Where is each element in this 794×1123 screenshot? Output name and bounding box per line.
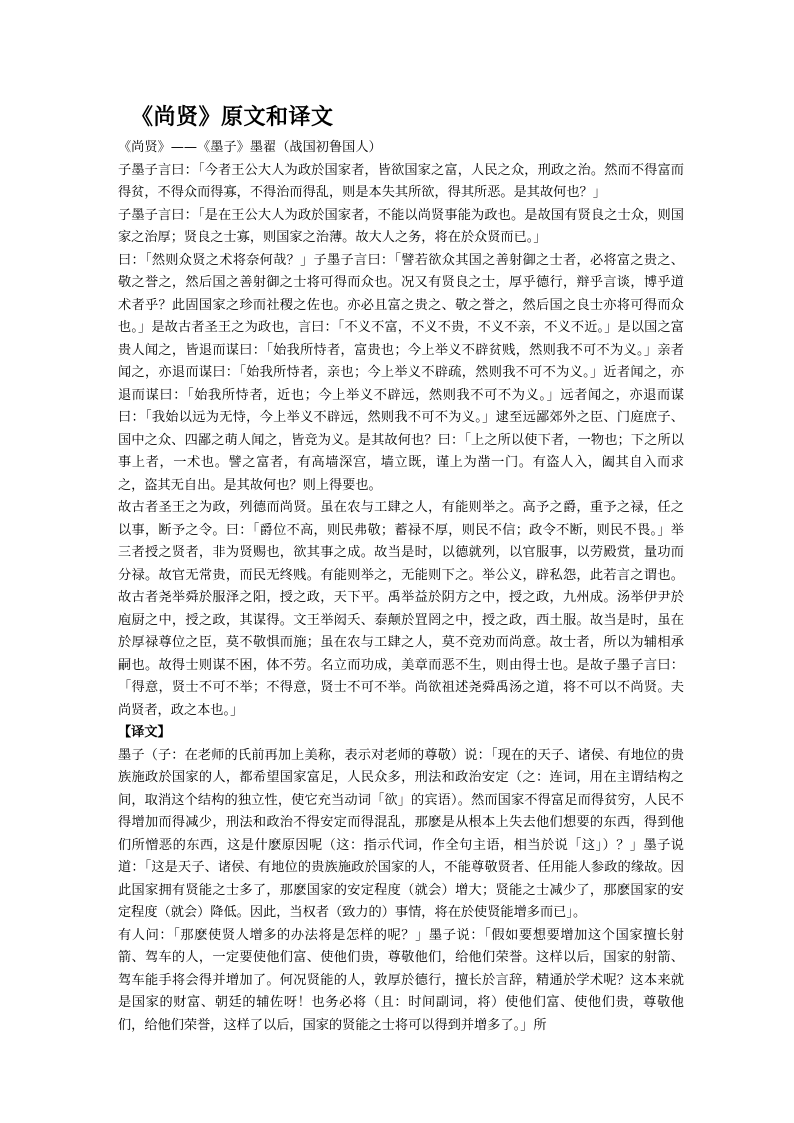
translation-paragraph-1: 墨子（子：在老师的氏前再加上美称，表示对老师的尊敬）说：「现在的天子、诸侯、有地位的贵族施政於国家的人，都希望国家富足，人民众多，刑法和政治安定（之：连词，用在主谓结构之间，取消这个结构的独立性，使它充当动词「欲」的宾语）。然而国家不得富足而得贫穷，人民不得增加而得减少，刑法和政治不得安定而得混乱，那麽是从根本上失去他们想要的东西，得到他们所憎恶的东西，这是什麽原因呢（这：指示代词，作全句主语，相当於说「这」）？」墨子说道：「这是天子、诸侯、有地位的贵族施政於国家的人，不能尊敬贤者、任用能人参政的缘故。因此国家拥有贤能之士多了，那麽国家的安定程度（就会）增大；贤能之士减少了，那麽国家的安定程度（就会）降低。因此，当权者（致力的）事情，将在於使贤能增多而已」。 bbox=[118, 747, 684, 920]
document-title: 《尚贤》原文和译文 bbox=[131, 104, 334, 130]
original-paragraph-2: 子墨子言曰：「是在王公大人为政於国家者，不能以尚贤事能为政也。是故国有贤良之士众，则国家之治厚；贤良之士寡，则国家之治薄。故大人之务，将在於众贤而已。」 bbox=[118, 207, 684, 245]
source-line: 《尚贤》——《墨子》墨翟（战国初鲁国人） bbox=[118, 140, 382, 155]
original-paragraph-3: 曰：「然则众贤之术将奈何哉？」子墨子言曰：「譬若欲众其国之善射御之士者，必将富之贵之、敬之誉之，然后国之善射御之士将可得而众也。况又有贤良之士，厚乎德行，辩乎言谈，博乎道术者乎？此固国家之珍而社稷之佐也。亦必且富之贵之、敬之誉之，然后国之良士亦将可得而众也。」是故古者圣王之为政也，言曰：「不义不富，不义不贵，不义不亲，不义不近。」是以国之富贵人闻之，皆退而谋曰：「始我所恃者，富贵也；今上举义不辟贫贱，然则我不可不为义。」亲者闻之，亦退而谋曰：「始我所恃者，亲也；今上举义不辟疏，然则我不可不为义。」近者闻之，亦退而谋曰：「始我所恃者，近也；今上举义不辟远，然则我不可不为义。」远者闻之，亦退而谋曰：「我始以远为无恃，今上举义不辟远，然则我不可不为义。」逮至远鄙郊外之臣、门庭庶子、国中之众、四鄙之萌人闻之，皆竞为义。是其故何也？曰：「上之所以使下者，一物也；下之所以事上者，一术也。譬之富者，有高墙深宫，墙立既，谨上为凿一门。有盗人入，阖其自入而求之，盗其无自出。是其故何也？则上得要也。 bbox=[118, 252, 684, 493]
translation-paragraph-2: 有人问：「那麽使贤人增多的办法将是怎样的呢？」墨子说：「假如要想要增加这个国家擅长射箭、驾车的人，一定要使他们富、使他们贵，尊敬他们，给他们荣誉。这样以后，国家的射箭、驾车能手将会得并增加了。何况贤能的人，敦厚於德行，擅长於言辞，精通於学术呢？这本来就是国家的财富、朝廷的辅佐呀！也务必将（且：时间副词，将）使他们富、使他们贵，尊敬他们，给他们荣誉，这样了以后，国家的贤能之士将可以得到并增多了。」所 bbox=[118, 927, 684, 1033]
translation-text bbox=[118, 745, 684, 1038]
original-paragraph-1: 子墨子言曰：「今者王公大人为政於国家者，皆欲国家之富，人民之众，刑政之治。然而不得富而得贫，不得众而得寡，不得治而得乱，则是本失其所欲，得其所恶。是其故何也？」 bbox=[118, 162, 684, 200]
translation-heading: 【译文】 bbox=[118, 725, 171, 740]
original-text bbox=[118, 160, 684, 723]
original-paragraph-4: 故古者圣王之为政，列德而尚贤。虽在农与工肆之人，有能则举之。高予之爵，重予之禄，任之以事，断予之令。曰：「爵位不高，则民弗敬；蓄禄不厚，则民不信；政令不断，则民不畏。」举三者授之贤者，非为贤赐也，欲其事之成。故当是时，以德就列，以官服事，以劳殿赏，量功而分禄。故官无常贵，而民无终贱。有能则举之，无能则下之。举公义，辟私怨，此若言之谓也。 故古者尧举舜於服泽之阳，授之政，天下平。禹举益於阴方之中，授之政，九州成。汤举伊尹於庖厨之中，授之政，其谋得。文王举闳夭、泰颠於罝罔之中，授之政，西土服。故当是时，虽在於厚禄尊位之臣，莫不敬惧而施；虽在农与工肆之人，莫不竞劝而尚意。故士者，所以为辅相承嗣也。故得士则谋不困，体不劳。名立而功成，美章而恶不生，则由得士也。是故子墨子言曰：「得意，贤士不可不举；不得意，贤士不可不举。尚欲祖述尧舜禹汤之道，将不可以不尚贤。夫尚贤者，政之本也。」 bbox=[118, 500, 684, 718]
